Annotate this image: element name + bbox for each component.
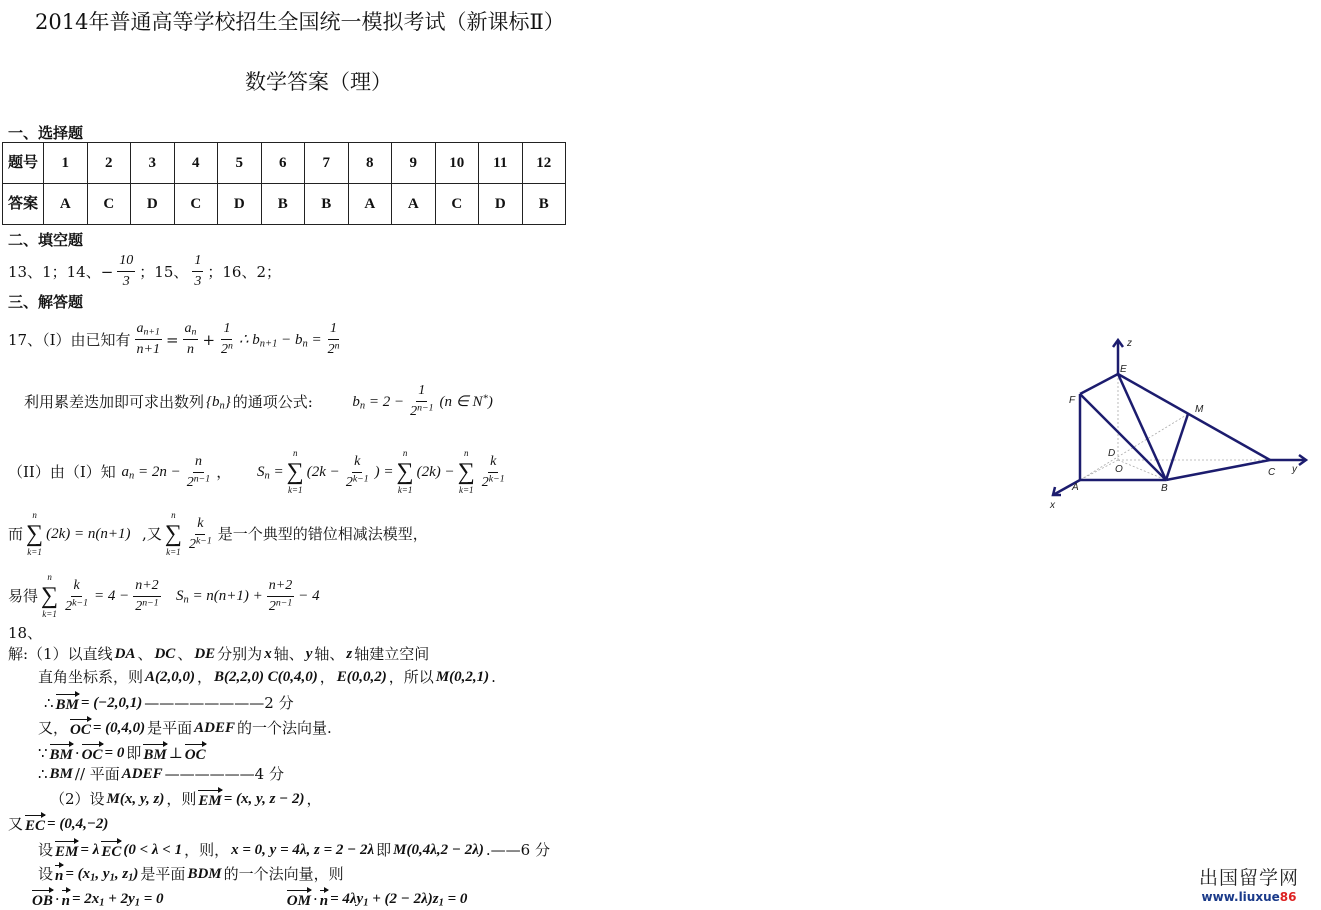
text-run: 轴、 <box>273 645 304 663</box>
fraction <box>267 577 294 616</box>
math-expression: = ($x_1$, $y_1$, $z_1$) <box>65 866 139 884</box>
question-number: 7 <box>305 143 349 184</box>
numerator: n+2 <box>267 577 294 597</box>
solution-line <box>38 742 206 764</box>
label-A: A <box>1072 482 1079 493</box>
vector: OC <box>70 717 91 739</box>
text-run: 是一个典型的错位相减法模型， <box>217 525 428 543</box>
logo-url-number: 86 <box>1279 890 1297 904</box>
solution-line <box>38 765 284 783</box>
text-run: . <box>491 668 496 686</box>
text-run: ， <box>306 790 322 808</box>
math-expression: E(0,0,2) <box>336 669 387 685</box>
text-run: 即 <box>376 841 392 859</box>
math-expression: (0 < λ < 1 <box>123 842 183 858</box>
math-expression: (n ∈ N*) <box>439 392 493 410</box>
vector: BM <box>50 742 73 764</box>
math-expression: (2k) − <box>416 464 455 480</box>
text-run: ∴ <box>44 694 54 712</box>
question-number: 12 <box>522 143 566 184</box>
math-expression: BDM <box>187 866 222 882</box>
sum-lower: k=1 <box>166 547 181 557</box>
label-D: D <box>1108 448 1116 459</box>
text-run: ∴ <box>38 765 48 783</box>
math-expression: M(0,4λ,2 − 2λ) <box>393 842 484 858</box>
math-expression: = λ <box>80 842 100 858</box>
sum-upper: n <box>47 572 52 582</box>
text-run: ，则， <box>184 841 230 859</box>
solution-line <box>8 572 320 620</box>
text-run: 解:（1）以直线 <box>8 645 113 663</box>
fraction <box>185 453 212 492</box>
text-run: 又， <box>38 719 69 737</box>
label-M: M <box>1195 404 1204 415</box>
numerator: 1 <box>192 252 203 272</box>
math-expression: y <box>305 646 313 662</box>
sigma-symbol: ∑ <box>41 583 59 609</box>
sigma-symbol: ∑ <box>396 459 414 485</box>
vector: EC <box>25 813 45 835</box>
table-row-answers <box>3 184 566 225</box>
denominator: $2^{k-1}$ <box>188 535 212 552</box>
label-C: C <box>1268 467 1276 478</box>
math-expression: DC <box>154 646 176 662</box>
text-run: ∵ <box>38 744 48 762</box>
logo-url <box>1199 890 1299 904</box>
math-expression: = 4 − <box>93 588 130 604</box>
question-number: 4 <box>174 143 218 184</box>
text-run: 18、 <box>8 624 43 642</box>
summation <box>397 448 414 496</box>
numerator: k <box>488 453 498 473</box>
math-expression: − 4 <box>298 588 320 604</box>
text-run: ,又 <box>132 525 162 543</box>
row-header-number: 题号 <box>3 143 44 184</box>
text-run: （2）设 <box>50 790 105 808</box>
table-row-numbers <box>3 143 566 184</box>
math-expression: = (0,4,0) <box>92 720 146 736</box>
answer-cell: B <box>261 184 305 225</box>
text-run: 而 <box>8 525 24 543</box>
numerator: 10 <box>117 252 135 272</box>
solution-line <box>38 668 496 686</box>
solution-line <box>8 624 42 642</box>
text-run: 易得 <box>8 587 39 605</box>
sum-upper: n <box>32 510 37 520</box>
denominator: $2^{n-1}$ <box>410 402 434 419</box>
sum-upper: n <box>463 448 469 458</box>
math-expression: = $4\lambda y_1 + (2 - 2\lambda)z_1 = 0$ <box>330 891 468 909</box>
denominator: $2^{n-1}$ <box>186 473 211 490</box>
sum-lower: k=1 <box>287 485 303 495</box>
sigma-symbol: ∑ <box>457 459 475 485</box>
math-expression: ) = <box>374 464 394 480</box>
answer-cell: C <box>174 184 218 225</box>
answer-cell: C <box>87 184 131 225</box>
answer-cell: A <box>348 184 392 225</box>
question-number: 5 <box>218 143 262 184</box>
text-run: // 平面 <box>74 765 120 783</box>
logo-url-part: www.liuxue <box>1201 890 1280 904</box>
vector: OC <box>185 742 206 764</box>
denominator: 3 <box>194 274 202 289</box>
sigma-symbol: ∑ <box>164 521 182 547</box>
question-number: 8 <box>348 143 392 184</box>
geometry-figure <box>1040 330 1320 520</box>
text-run: .——6 分 <box>485 841 550 859</box>
text-run: ， <box>216 463 256 481</box>
hidden-edges <box>1080 374 1270 480</box>
solution-line <box>8 448 509 496</box>
solution-line <box>24 382 493 421</box>
text-run: 轴建立空间 <box>354 645 430 663</box>
math-expression: M(0,2,1) <box>435 669 490 685</box>
text-run: ——————4 分 <box>164 765 284 783</box>
answer-cell: D <box>218 184 262 225</box>
vector: n <box>320 888 328 910</box>
fraction <box>344 453 371 492</box>
text-run: ————————2 分 <box>144 694 294 712</box>
answer-cell: B <box>305 184 349 225</box>
sum-lower: k=1 <box>42 609 57 619</box>
vector: n <box>62 888 70 910</box>
summation <box>165 510 182 558</box>
text-run: ，则 <box>166 790 197 808</box>
text-run: ；16、2； <box>207 262 282 281</box>
fraction <box>133 577 160 616</box>
answer-cell: A <box>392 184 436 225</box>
summation <box>458 448 475 496</box>
answer-cell: A <box>44 184 88 225</box>
text-run: 分别为 <box>217 645 263 663</box>
fraction <box>326 320 342 359</box>
math-expression: = $2x_1 + 2y_1 = 0$ <box>71 891 164 909</box>
answer-cell: C <box>435 184 479 225</box>
sigma-symbol: ∑ <box>286 459 304 485</box>
text-run: 设 <box>38 841 54 859</box>
text-run <box>166 890 285 908</box>
watermark-logo <box>1199 863 1299 904</box>
summation <box>287 448 304 496</box>
vector: EM <box>55 839 78 861</box>
numerator: 1 <box>416 382 427 402</box>
math-expression: M(x, y, z) <box>106 791 165 807</box>
math-expression: x = 0, y = 4λ, z = 2 − 2λ <box>231 842 375 858</box>
denominator: $2^{n-1}$ <box>268 597 293 614</box>
question-number: 1 <box>44 143 88 184</box>
sum-lower: k=1 <box>27 547 42 557</box>
denominator: $2^{k-1}$ <box>345 473 369 490</box>
solution-line <box>38 839 550 861</box>
fraction <box>135 320 162 359</box>
denominator: n+1 <box>136 342 160 357</box>
math-expression: $a_n = 2n$ − <box>117 464 181 482</box>
vector: BM <box>143 742 166 764</box>
fraction <box>183 320 199 359</box>
denominator: 2$^n$ <box>327 340 340 357</box>
solution-line <box>8 252 281 291</box>
section-fill-blank: 二、填空题 <box>8 231 84 249</box>
math-expression: ∴ $b_{n+1} - b_n$ = <box>238 331 322 350</box>
text-run: 是平面 <box>140 865 186 883</box>
numerator: k <box>71 577 81 597</box>
math-expression: (2k − <box>306 464 340 480</box>
question-number: 9 <box>392 143 436 184</box>
text-run: 轴、 <box>314 645 345 663</box>
numerator: 1 <box>328 320 339 340</box>
text-run: 利用累差迭加即可求出数列 <box>24 392 205 411</box>
solution-line <box>8 510 428 558</box>
math-expression: = (−2,0,1) <box>80 695 143 711</box>
vector: EM <box>198 788 221 810</box>
numerator: $a_n$ <box>183 320 199 340</box>
document-subtitle: 数学答案（理） <box>245 70 392 94</box>
text-run: 又 <box>8 815 24 833</box>
sum-lower: k=1 <box>458 485 474 495</box>
math-expression: DE <box>194 646 216 662</box>
solution-line <box>38 717 332 739</box>
question-number: 3 <box>131 143 175 184</box>
solution-line <box>44 692 294 714</box>
text-run: + <box>202 330 216 349</box>
vector: OC <box>82 742 103 764</box>
answer-cell: B <box>522 184 566 225</box>
sum-upper: n <box>292 448 298 458</box>
sum-lower: k=1 <box>397 485 413 495</box>
label-y: y <box>1292 464 1297 475</box>
text-run: 设 <box>38 865 54 883</box>
math-expression: $b_n = 2$ − <box>314 393 405 412</box>
solution-line <box>8 320 343 359</box>
fraction <box>63 577 90 616</box>
text-run: · <box>74 744 80 762</box>
numerator: $a_{n+1}$ <box>135 320 162 340</box>
section-multiple-choice: 一、选择题 <box>8 124 84 142</box>
fraction <box>187 515 214 554</box>
fraction <box>117 252 135 291</box>
solution-line <box>8 645 429 663</box>
text-run: 的一个法向量. <box>237 719 332 737</box>
fraction <box>192 252 203 291</box>
math-expression: = (x, y, z − 2) <box>223 791 305 807</box>
row-header-answer: 答案 <box>3 184 44 225</box>
numerator: n <box>193 453 204 473</box>
fraction <box>219 320 235 359</box>
solution-line <box>38 863 344 885</box>
label-B: B <box>1161 483 1168 494</box>
numerator: n+2 <box>133 577 160 597</box>
section-solutions: 三、解答题 <box>8 293 84 311</box>
numerator: 1 <box>221 320 232 340</box>
question-number: 6 <box>261 143 305 184</box>
vector: BM <box>56 692 79 714</box>
text-run: ， <box>319 668 335 686</box>
answer-table <box>2 142 566 225</box>
solution-line <box>32 888 467 910</box>
solution-line <box>50 788 322 810</box>
text-run: 、 <box>137 645 153 663</box>
text-run: ，所以 <box>388 668 434 686</box>
vector: OB <box>32 888 53 910</box>
numerator: k <box>352 453 362 473</box>
math-expression: A(2,0,0) <box>145 669 196 685</box>
document-title: 2014年普通高等学校招生全国统一模拟考试（新课标Ⅱ） <box>35 10 565 34</box>
label-O: O <box>1115 464 1123 475</box>
fraction <box>480 453 507 492</box>
solution-line <box>8 813 108 835</box>
denominator: 2$^n$ <box>221 340 233 357</box>
logo-text: 出国留学网 <box>1198 867 1299 889</box>
math-expression: ADEF <box>194 720 236 736</box>
math-expression: ADEF <box>121 766 163 782</box>
summation <box>41 572 58 620</box>
vector: n <box>55 863 63 885</box>
text-run: 直角坐标系，则 <box>38 668 144 686</box>
math-expression: $S_n$ = <box>257 464 284 482</box>
label-E: E <box>1120 364 1127 375</box>
label-z: z <box>1127 338 1132 349</box>
question-number: 2 <box>87 143 131 184</box>
vector: EC <box>101 839 121 861</box>
text-run: 的一个法向量，则 <box>223 865 344 883</box>
label-x: x <box>1050 500 1055 511</box>
math-expression: $S_n = n(n+1)$ + <box>164 588 263 606</box>
math-expression: BM <box>49 766 73 782</box>
vector: OM <box>287 888 311 910</box>
math-expression: (2k) = n(n+1) <box>46 526 131 542</box>
question-number: 10 <box>435 143 479 184</box>
math-expression: x <box>264 646 272 662</box>
text-run: = <box>165 330 179 349</box>
denominator: $2^{k-1}$ <box>481 473 505 490</box>
denominator: $2^{n-1}$ <box>135 597 159 614</box>
text-run: 13、1；14、− <box>8 262 114 281</box>
text-run: 17、（I）由已知有 <box>8 330 131 349</box>
text-run: · <box>312 890 318 908</box>
math-expression: DA <box>114 646 136 662</box>
text-run: ⊥ <box>168 744 183 762</box>
answer-cell: D <box>131 184 175 225</box>
text-run: 的通项公式: <box>232 392 313 411</box>
summation <box>26 510 43 558</box>
answer-cell: D <box>479 184 523 225</box>
text-run: ；15、 <box>139 262 189 281</box>
text-run: 即 <box>126 744 142 762</box>
sum-upper: n <box>171 510 176 520</box>
math-expression: = (0,4,−2) <box>47 816 109 832</box>
denominator: $2^{k-1}$ <box>65 597 88 614</box>
text-run: 是平面 <box>147 719 193 737</box>
sigma-symbol: ∑ <box>26 521 44 547</box>
denominator: n <box>187 342 194 357</box>
math-expression: B(2,2,0) C(0,4,0) <box>214 669 318 685</box>
text-run: （II）由（I）知 <box>8 463 116 481</box>
text-run: 、 <box>177 645 193 663</box>
text-run: · <box>54 890 60 908</box>
denominator: 3 <box>122 274 130 289</box>
text-run: ， <box>197 668 213 686</box>
numerator: k <box>195 515 205 535</box>
math-expression: = 0 <box>104 745 125 761</box>
label-F: F <box>1069 395 1076 406</box>
question-number: 11 <box>479 143 523 184</box>
math-expression: z <box>346 646 353 662</box>
sum-upper: n <box>402 448 408 458</box>
fraction <box>408 382 435 421</box>
math-expression: $\{b_n\}$ <box>206 393 231 412</box>
